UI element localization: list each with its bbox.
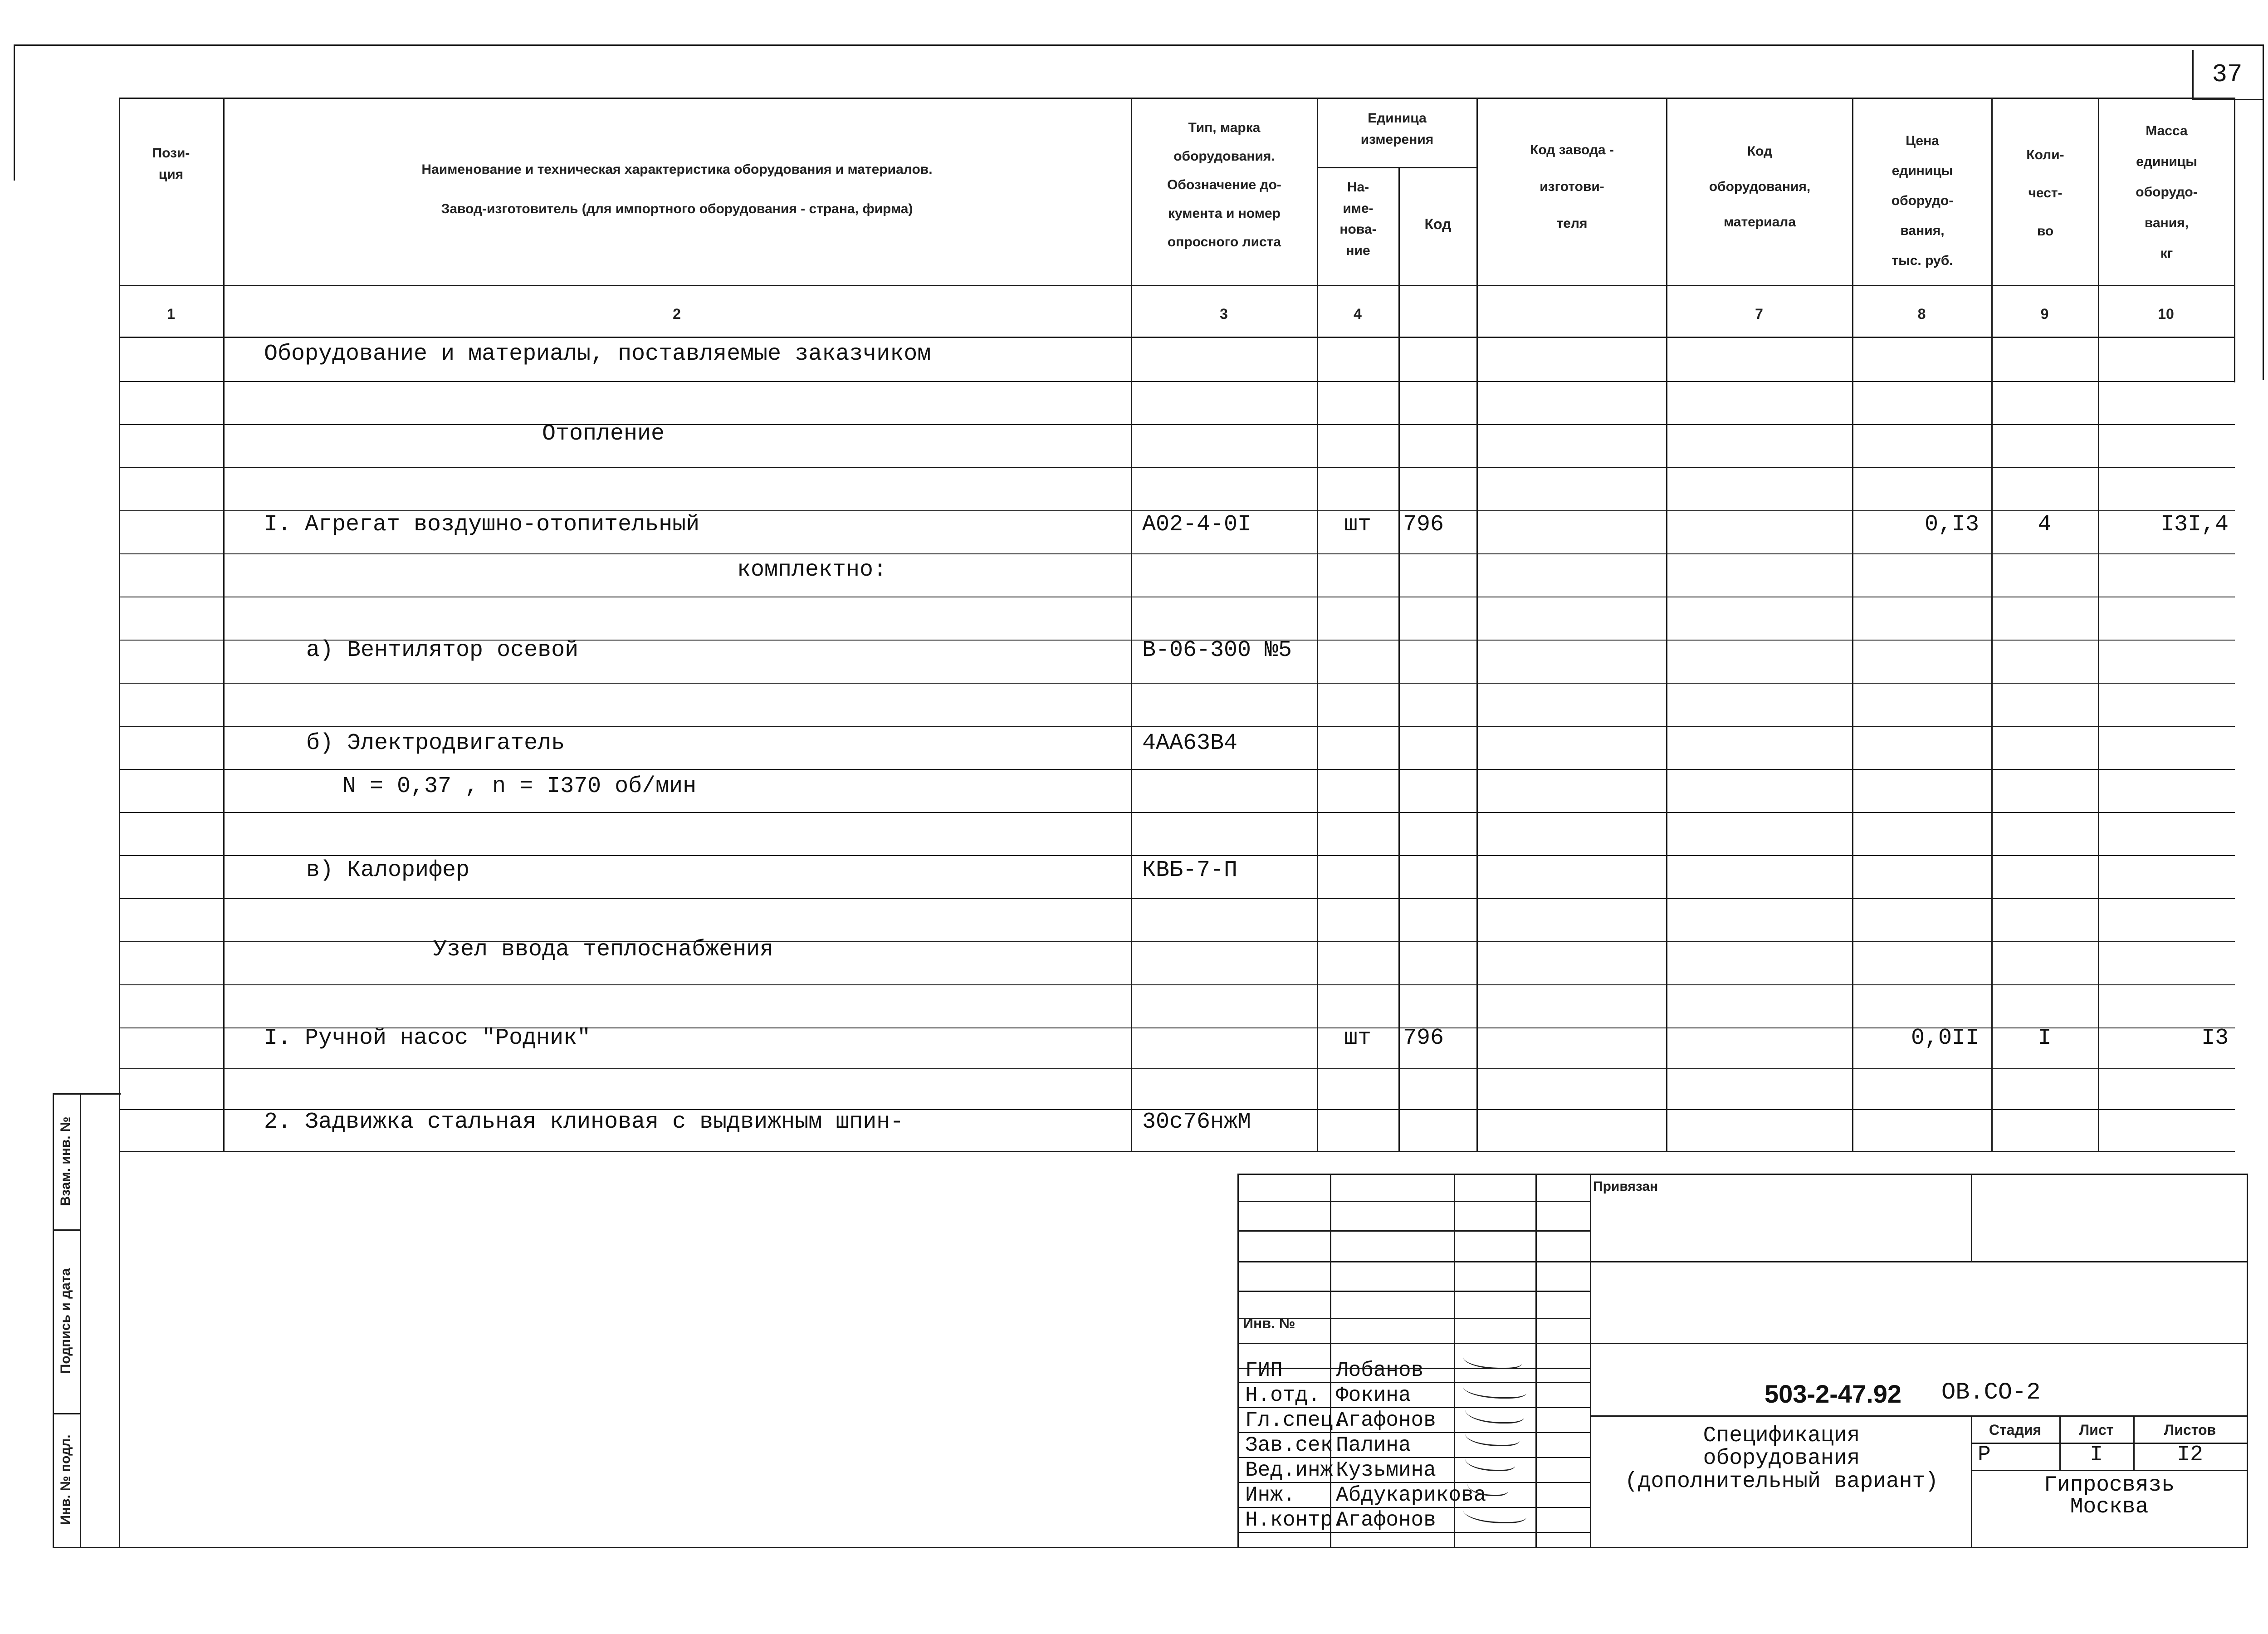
header-name-line1: Наименование и техническая характеристика оборудования и материалов. xyxy=(421,162,933,177)
page-box-bottom xyxy=(2192,99,2264,100)
row-line xyxy=(119,424,2235,425)
signatory-role: Гл.спец. xyxy=(1245,1409,1345,1432)
side-stamp-original-inv: Инв. № подл. xyxy=(58,1434,73,1525)
side-stamp-left xyxy=(53,1093,54,1547)
header-price-line1: Цена xyxy=(1906,133,1939,148)
signatory-role: Н.отд. xyxy=(1245,1384,1320,1407)
header-eqcode-line3: материала xyxy=(1723,215,1796,230)
row-line xyxy=(119,855,2235,856)
signatory-name: Палина xyxy=(1336,1433,1411,1457)
unit-subheader-line xyxy=(1317,167,1476,168)
colnum-1: 1 xyxy=(167,306,175,322)
signatory-row-line xyxy=(1237,1507,1591,1508)
col-div-1 xyxy=(223,98,225,1152)
header-qty xyxy=(1993,136,2098,250)
colnum-10: 10 xyxy=(2158,306,2174,322)
row-line xyxy=(119,898,2235,899)
cell-name: комплектно: xyxy=(737,557,887,583)
sheet-label: Лист xyxy=(2079,1422,2114,1438)
header-factory-line1: Код завода - xyxy=(1530,142,1614,157)
row-line xyxy=(119,553,2235,554)
tb-left xyxy=(1237,1174,1239,1548)
frame-left xyxy=(14,44,15,181)
header-eqcode-line2: оборудования, xyxy=(1709,179,1811,194)
colnum-9: 9 xyxy=(2040,306,2049,322)
signatory-name: Кузьмина xyxy=(1336,1458,1436,1482)
header-type xyxy=(1132,113,1317,256)
document-title xyxy=(1597,1424,1966,1493)
cell-qty: 4 xyxy=(2038,512,2052,538)
side-stamp-replace-inv: Взам. инв. № xyxy=(58,1116,73,1206)
signatory-role: ГИП xyxy=(1245,1359,1283,1382)
header-eqcode-line1: Код xyxy=(1747,144,1773,159)
header-factory-line2: изготови- xyxy=(1540,179,1604,194)
stage-value: Р xyxy=(1978,1443,1991,1467)
organization-line1: Гипросвязь xyxy=(2043,1473,2175,1497)
cell-mass: I3I,4 xyxy=(2160,512,2229,538)
header-unit-group xyxy=(1318,108,1476,150)
cell-name: N = 0,37 , n = I370 об/мин xyxy=(342,773,697,799)
header-pos xyxy=(119,143,223,185)
colnum-bottom xyxy=(119,337,2235,338)
tb-col-a xyxy=(1330,1174,1331,1548)
row-line xyxy=(119,726,2235,727)
stage-label: Стадия xyxy=(1989,1422,2042,1438)
header-unitname-line4: ние xyxy=(1346,243,1370,258)
page-box-left xyxy=(2192,50,2194,100)
header-unitname-line1: На- xyxy=(1347,180,1369,195)
header-type-line5: опросного листа xyxy=(1167,235,1281,250)
header-unit-line1: Единица xyxy=(1368,111,1427,126)
cell-name: б) Электродвигатель xyxy=(306,730,565,756)
tb-row-1 xyxy=(1237,1201,1591,1202)
header-unitcode-line1: Код xyxy=(1424,216,1452,232)
header-qty-line2: чест- xyxy=(2028,186,2063,201)
inv-no-label: Инв. № xyxy=(1243,1315,1295,1331)
page-number: 37 xyxy=(2212,60,2243,89)
signature-mark xyxy=(1463,1350,1522,1369)
header-mass xyxy=(2099,116,2234,269)
tb-col-e xyxy=(1971,1174,1972,1262)
signatory-name: Фокина xyxy=(1336,1384,1411,1407)
colnum-3: 3 xyxy=(1220,306,1228,322)
sheet-value: I xyxy=(2090,1443,2103,1467)
signatory-name: Абдукарикова xyxy=(1336,1483,1486,1507)
header-qty-line1: Коли- xyxy=(2026,147,2064,162)
signature-mark xyxy=(1465,1402,1524,1424)
header-type-line3: Обозначение до- xyxy=(1167,177,1281,192)
signature-mark xyxy=(1465,1452,1515,1471)
row-line xyxy=(119,812,2235,813)
header-name-line2: Завод-изготовитель (для импортного оборудования - страна, фирма) xyxy=(441,201,913,216)
side-stamp-signature-date: Подпись и дата xyxy=(58,1268,73,1374)
signatory-row-line xyxy=(1237,1407,1591,1408)
privyazan-label: Привязан xyxy=(1593,1179,1658,1194)
organization-line2: Москва xyxy=(2070,1495,2149,1519)
cell-mass: I3 xyxy=(2201,1025,2229,1051)
header-equipment-code xyxy=(1667,134,1852,240)
sheets-label: Листов xyxy=(2164,1422,2216,1438)
sheets-value: I2 xyxy=(2177,1443,2203,1467)
title-line2: оборудования xyxy=(1703,1446,1860,1471)
side-stamp-mid xyxy=(80,1093,81,1547)
header-price-line3: оборудо- xyxy=(1891,193,1954,208)
signatory-role: Зав.сек. xyxy=(1245,1433,1345,1457)
project-designation: 503-2-47.92 xyxy=(1765,1380,1902,1408)
row-line xyxy=(119,683,2235,684)
cell-type: В-06-300 №5 xyxy=(1142,637,1292,663)
header-factory-code xyxy=(1478,132,1666,242)
header-qty-line3: во xyxy=(2037,224,2054,239)
signatory-name: Агафонов xyxy=(1336,1409,1436,1432)
row-line xyxy=(119,467,2235,468)
title-line3: (дополнительный вариант) xyxy=(1624,1469,1939,1494)
frame-top xyxy=(14,44,2263,46)
cell-code: 796 xyxy=(1403,512,1444,538)
cell-name: а) Вентилятор осевой xyxy=(306,637,579,663)
cell-name: Отопление xyxy=(542,421,665,447)
cell-name: Оборудование и материалы, поставляемые заказчиком xyxy=(264,341,931,367)
col-div-8 xyxy=(1991,98,1993,1152)
header-mass-line3: оборудо- xyxy=(2136,185,2198,200)
tb-col-d xyxy=(1590,1174,1591,1548)
signatory-role: Инж. xyxy=(1245,1483,1295,1507)
tb-row-10 xyxy=(1971,1470,2248,1471)
signatory-row-line xyxy=(1237,1482,1591,1483)
cell-type: 4АА63В4 xyxy=(1142,730,1238,756)
header-mass-line1: Масса xyxy=(2146,123,2188,138)
header-mass-line4: вания, xyxy=(2144,215,2189,230)
cell-name: I. Агрегат воздушно-отопительный xyxy=(264,512,700,538)
cell-price: 0,0II xyxy=(1911,1025,1979,1051)
colnum-4: 4 xyxy=(1354,306,1362,322)
header-pos-line2: ция xyxy=(158,166,184,182)
colnum-2: 2 xyxy=(673,306,681,322)
cell-name: в) Калорифер xyxy=(306,857,470,883)
signatory-row-line xyxy=(1237,1382,1591,1383)
row-line xyxy=(119,1068,2235,1069)
header-unitname-line2: име- xyxy=(1343,201,1374,216)
colnum-8: 8 xyxy=(1917,306,1926,322)
header-name xyxy=(227,150,1127,229)
header-mass-line5: кг xyxy=(2160,246,2173,261)
cell-name: 2. Задвижка стальная клиновая с выдвижным шпин- xyxy=(264,1109,904,1135)
cell-type: 30с76нжМ xyxy=(1142,1109,1251,1135)
frame-right xyxy=(2263,44,2264,380)
cell-unit: шт xyxy=(1344,1025,1371,1051)
row-line xyxy=(119,381,2235,382)
header-price-line4: вания, xyxy=(1900,223,1945,238)
col-div-4 xyxy=(1398,167,1400,1152)
table-left xyxy=(119,98,120,1152)
table-top xyxy=(119,98,2235,99)
header-factory-line3: теля xyxy=(1556,216,1588,231)
col-div-5 xyxy=(1476,98,1478,1152)
cell-code: 796 xyxy=(1403,1025,1444,1051)
col-div-10 xyxy=(2234,98,2235,382)
header-type-line1: Тип, марка xyxy=(1188,120,1261,135)
header-unit-line2: измерения xyxy=(1360,132,1434,147)
tb-top xyxy=(1237,1174,2248,1175)
cell-price: 0,I3 xyxy=(1924,512,1979,538)
row-line xyxy=(119,769,2235,770)
tb-row-6 xyxy=(1237,1343,2248,1344)
cell-name: I. Ручной насос "Родник" xyxy=(264,1025,591,1051)
signature-mark xyxy=(1465,1427,1520,1446)
cell-type: А02-4-0I xyxy=(1142,512,1251,538)
tb-row-3 xyxy=(1237,1261,2248,1262)
header-price-line2: единицы xyxy=(1892,163,1953,178)
col-div-6 xyxy=(1666,98,1667,1152)
cell-type: КВБ-7-П xyxy=(1142,857,1238,883)
header-price-line5: тыс. руб. xyxy=(1892,253,1953,268)
tb-row-4 xyxy=(1237,1291,1591,1292)
header-unitname-line3: нова- xyxy=(1339,222,1377,237)
row-line xyxy=(119,510,2235,511)
signatory-role: Вед.инж. xyxy=(1245,1458,1345,1482)
sheet-code: ОВ.СО-2 xyxy=(1941,1379,2041,1406)
cell-name: Узел ввода теплоснабжения xyxy=(433,937,774,963)
tb-row-8 xyxy=(1590,1415,2248,1417)
cell-unit: шт xyxy=(1344,512,1371,538)
signatory-row-line xyxy=(1237,1432,1591,1433)
side-stamp-right xyxy=(119,1151,120,1548)
side-stamp-bottom xyxy=(53,1547,2248,1548)
table-bottom xyxy=(119,1151,2235,1152)
header-unit-code xyxy=(1399,213,1476,236)
header-mass-line2: единицы xyxy=(2136,154,2197,169)
signatory-row-line xyxy=(1237,1532,1591,1533)
title-line1: Спецификация xyxy=(1703,1424,1860,1448)
signatory-row-line xyxy=(1237,1457,1591,1458)
signatory-name: Агафонов xyxy=(1336,1508,1436,1532)
signature-mark xyxy=(1463,1502,1526,1523)
colnum-7: 7 xyxy=(1755,306,1763,322)
header-pos-line1: Пози- xyxy=(152,146,190,161)
header-unit-name xyxy=(1318,177,1398,261)
signatory-role: Н.контр. xyxy=(1245,1508,1345,1532)
tb-row-2 xyxy=(1237,1230,1591,1232)
header-price xyxy=(1853,126,1991,276)
signatory-name: Лобанов xyxy=(1336,1359,1424,1382)
tb-col-c xyxy=(1535,1174,1537,1548)
signature-mark xyxy=(1463,1379,1526,1399)
header-type-line2: оборудования. xyxy=(1173,149,1275,164)
organization xyxy=(1971,1474,2248,1518)
header-type-line4: кумента и номер xyxy=(1168,206,1281,221)
header-bottom xyxy=(119,285,2235,286)
cell-qty: I xyxy=(2038,1025,2052,1051)
row-line xyxy=(119,984,2235,985)
